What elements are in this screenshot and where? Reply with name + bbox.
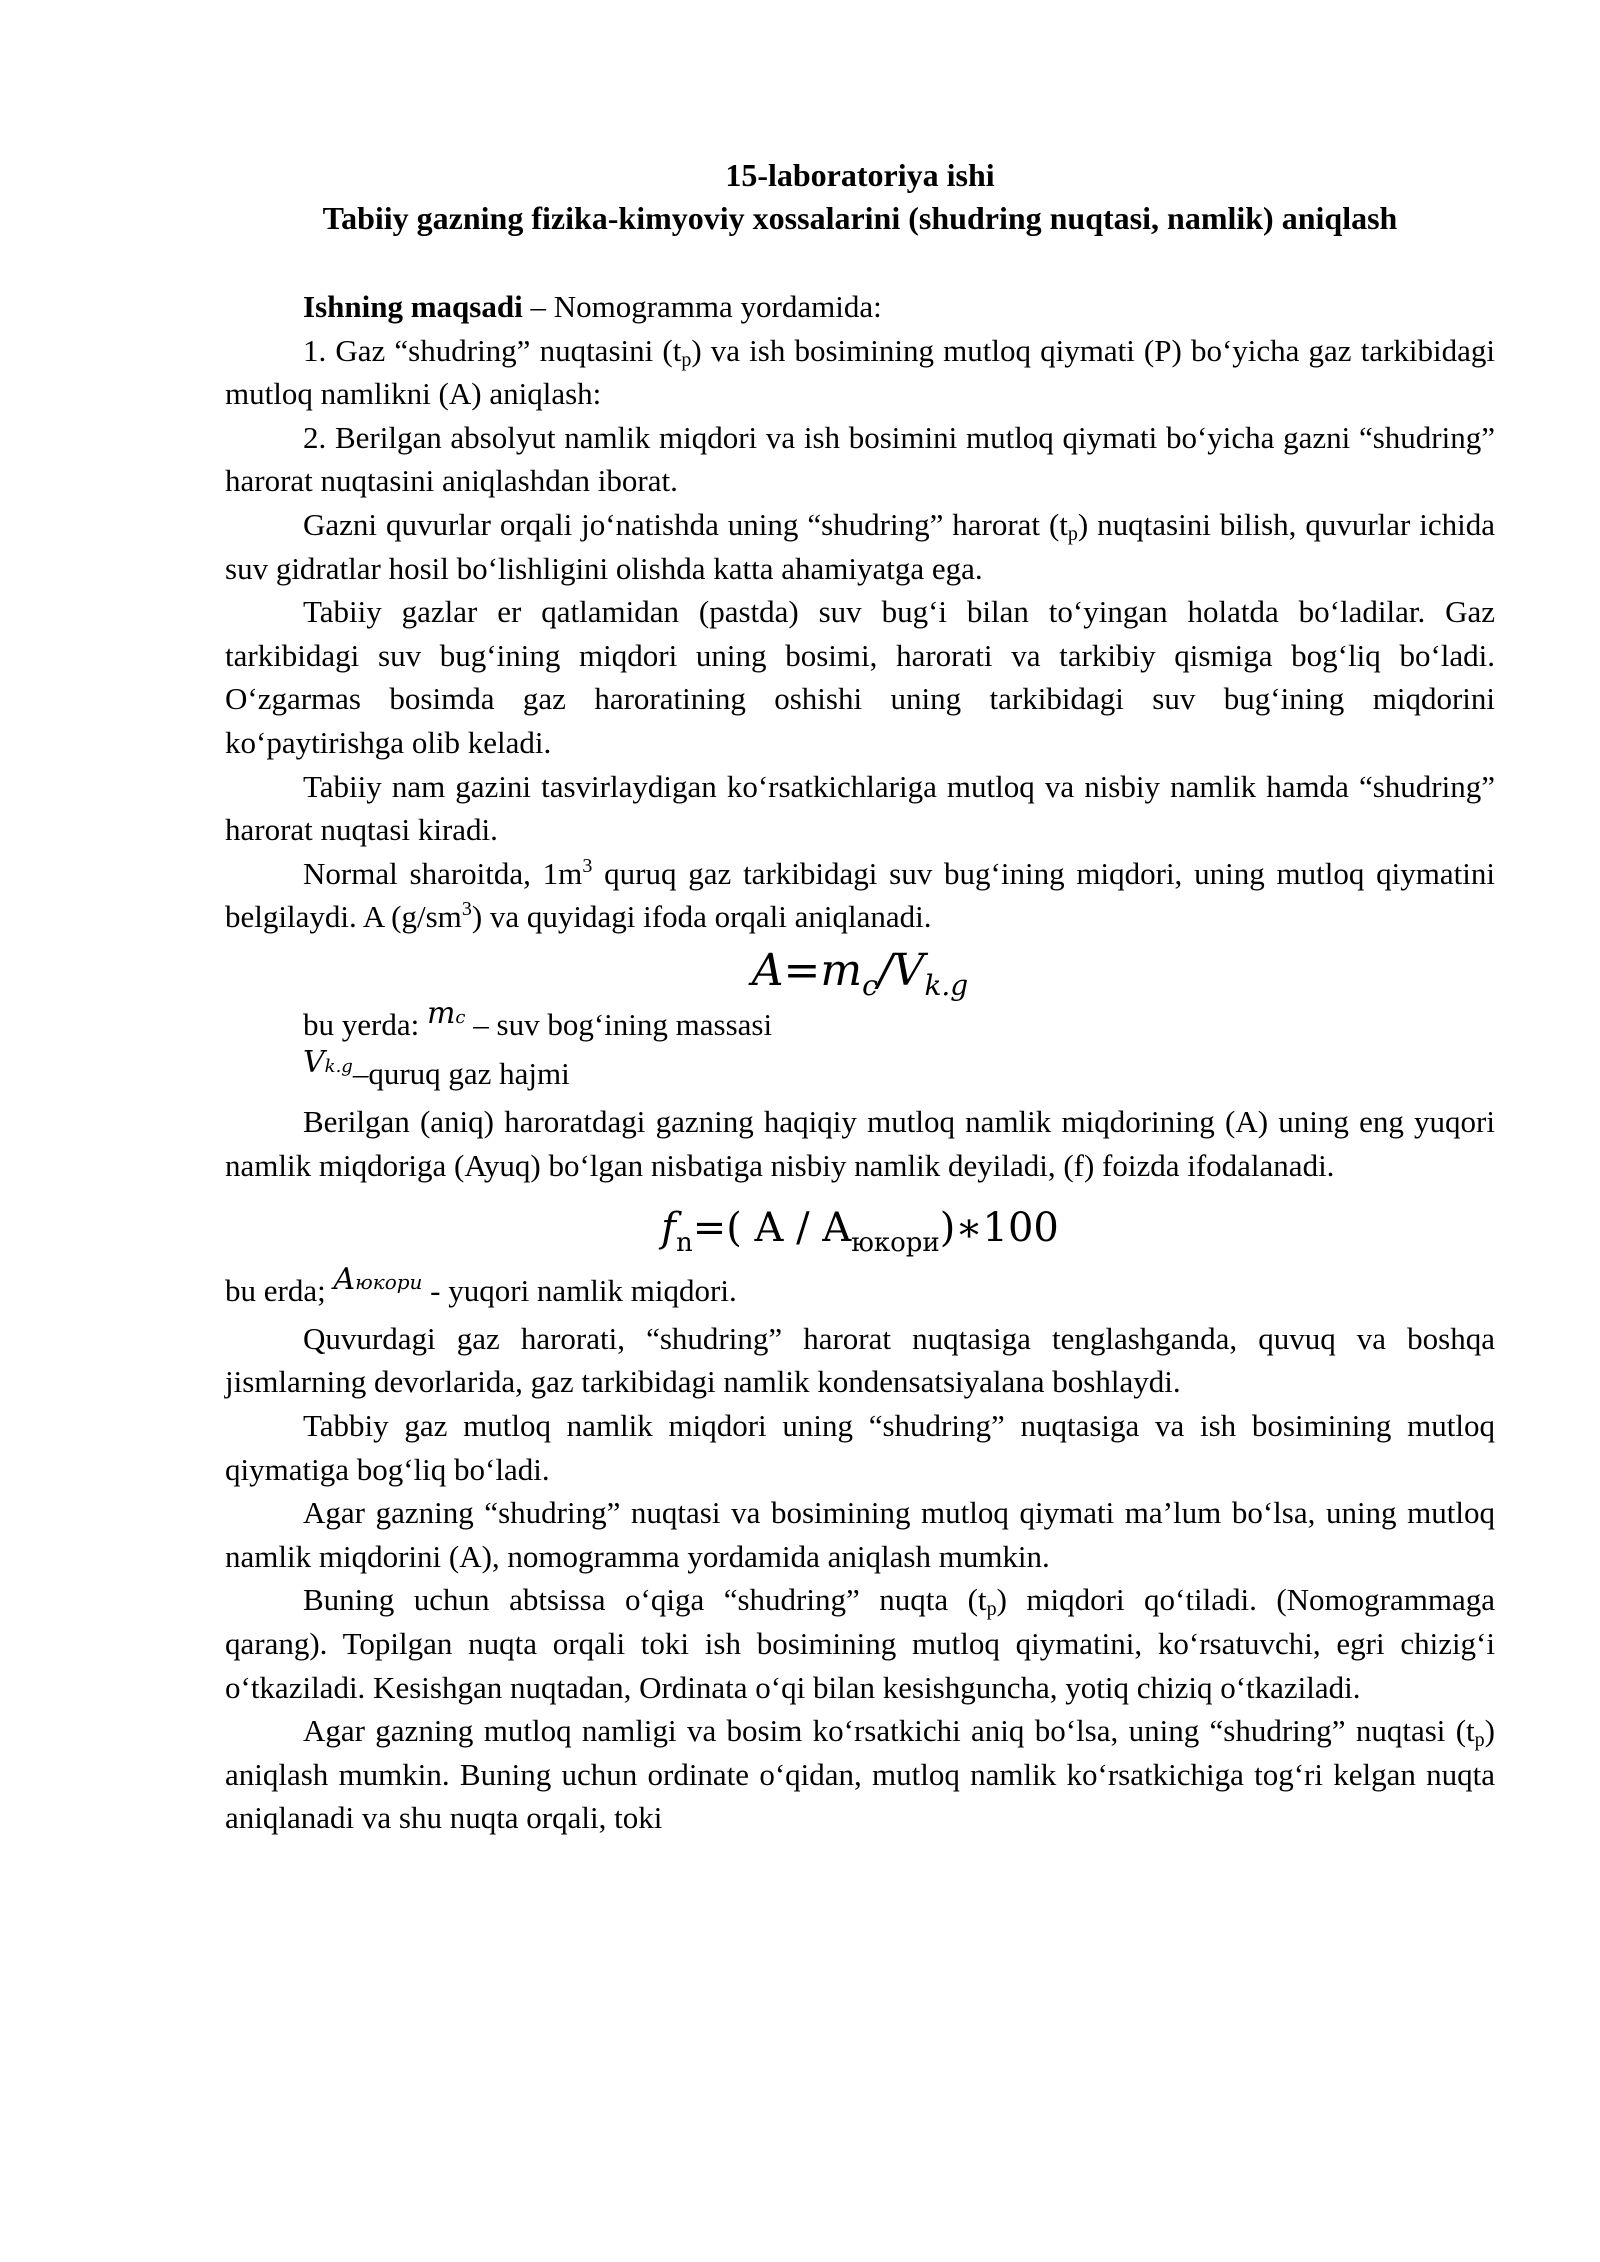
procedure-2-subscript: p <box>1474 1729 1485 1752</box>
paragraph-relative-humidity: Berilgan (aniq) haroratdagi gazning haqiqiy mutloq namlik miqdorining (A) uning eng yuqori namlik miqdoriga (Ayuq) bo‘lgan nisbatiga nisbiy namlik deyiladi, (f) foizda ifodalanadi. <box>225 1104 1495 1183</box>
formula-1-divisor: /V <box>877 944 925 996</box>
definition-max-prefix: bu erda; <box>225 1273 334 1309</box>
paragraph-normal-text-end: ) va quyidagi ifoda orqali aniqlanadi. <box>471 899 932 935</box>
aim-paragraph <box>225 285 1495 329</box>
symbol-m-c <box>427 996 466 1031</box>
superscript-3: 3 <box>582 854 593 877</box>
paragraph-natural-gas: Tabiiy gazlar er qatlamidan (pastda) suv bug‘i bilan to‘yingan holatda bo‘ladilar. Gaz tarkibidagi suv bug‘ining miqdori uning bosimi, harorati va tarkibiy qismiga bog‘liq bo‘ladi. O‘zgarmas bosimda gaz haroratining oshishi uning tarkibidagi suv bug‘ining miqdorini ko‘paytirishga olib keladi. <box>225 594 1495 760</box>
symbol-m: m <box>426 995 456 1031</box>
paragraph-normal-text-mid: quruq gaz tarkibidagi suv bug‘ining miqdori, uning mutloq qiymatini belgilaydi. A (g/sm <box>225 855 1495 935</box>
formula-2-a-sub: юкори <box>851 1228 940 1259</box>
paragraph-normal-conditions <box>225 852 1495 939</box>
aim-item-1-text-end: ) va ish bosimining mutloq qiymati (P) bo‘yicha gaz tarkibidagi mutloq namlikni (A) aniqlash: <box>225 332 1495 412</box>
lab-topic-title: Tabiiy gazning fizika-kimyoviy xossalarini (shudring nuqtasi, namlik) aniqlash <box>322 200 1398 236</box>
aim-item-1-subscript: p <box>681 348 692 371</box>
formula-absolute-humidity <box>225 939 1495 1003</box>
paragraph-dew-point-subscript: p <box>1067 522 1078 545</box>
paragraph-nomogram: Agar gazning “shudring” nuqtasi va bosimining mutloq qiymati ma’lum bo‘lsa, uning mutloq namlik miqdorini (A), nomogramma yordamida aniqlash mumkin. <box>225 1495 1495 1574</box>
paragraph-dew-point <box>225 503 1495 590</box>
superscript-3-second: 3 <box>461 898 472 921</box>
symbol-a-subscript: юкори <box>355 1270 423 1295</box>
formula-2-f-sub: n <box>675 1228 693 1259</box>
formula-2-mid: =( A / A <box>692 1205 852 1252</box>
formula-1-sub-kg: k.g <box>924 968 969 1002</box>
paragraph-procedure-1 <box>225 1578 1495 1709</box>
definition-mass-text: – suv bog‘ining massasi <box>465 1006 773 1042</box>
formula-1-lhs: A=m <box>751 944 863 996</box>
lab-number-title: 15-laboratoriya ishi <box>725 157 995 193</box>
definition-max-humidity <box>225 1262 1495 1317</box>
symbol-m-subscript: c <box>455 1006 466 1028</box>
procedure-2-text-end: ) aniqlash mumkin. Buning uchun ordinate o‘qidan, mutloq namlik ko‘rsatkichiga tog‘ri kelgan nuqta aniqlanadi va shu nuqta orqali, toki <box>225 1713 1495 1836</box>
formula-relative-humidity <box>225 1187 1495 1269</box>
procedure-2-text: Agar gazning mutloq namligi va bosim ko‘rsatkichi aniq bo‘lsa, uning “shudring” nuqtasi (t <box>303 1713 1475 1749</box>
aim-text: – Nomogramma yordamida: <box>522 289 882 324</box>
symbol-a-max <box>333 1262 422 1297</box>
procedure-1-text: Buning uchun abtsissa o‘qiga “shudring” nuqta (t <box>303 1582 987 1618</box>
procedure-1-subscript: p <box>986 1598 997 1621</box>
aim-item-1 <box>225 329 1495 416</box>
paragraph-condensation: Quvurdagi gaz harorati, “shudring” harorat nuqtasiga tenglashganda, quvuq va boshqa jismlarning devorlarida, gaz tarkibidagi namlik kondensatsiyalana boshlaydi. <box>225 1320 1495 1400</box>
formula-2-end: )∗100 <box>939 1205 1059 1252</box>
definition-max-text: - yuqori namlik miqdori. <box>422 1273 737 1309</box>
formula-2-f: f <box>661 1205 676 1252</box>
paragraph-procedure-2 <box>225 1709 1495 1840</box>
aim-item-1-text: 1. Gaz “shudring” nuqtasini (t <box>303 332 682 368</box>
symbol-v-subscript: k.g <box>324 1055 353 1077</box>
symbol-a: A <box>333 1262 356 1298</box>
paragraph-dew-point-text: Gazni quvurlar orqali jo‘natishda uning “shudring” harorat (t <box>303 506 1068 542</box>
paragraph-indicators: Tabiiy nam gazini tasvirlaydigan ko‘rsatkichlariga mutloq va nisbiy namlik hamda “shudring” harorat nuqtasi kiradi. <box>225 768 1495 848</box>
paragraph-dependency: Tabbiy gaz mutloq namlik miqdori uning “shudring” nuqtasiga va ish bosimining mutloq qiymatiga bog‘liq bo‘ladi. <box>225 1408 1495 1487</box>
document-body <box>225 285 1495 1840</box>
aim-item-2: 2. Berilgan absolyut namlik miqdori va ish bosimini mutloq qiymati bo‘yicha gazni “shudring” harorat nuqtasini aniqlashdan iborat. <box>225 419 1495 499</box>
symbol-v: V <box>303 1044 325 1080</box>
formula-1-sub-c: c <box>862 968 878 1002</box>
symbol-v-kg <box>303 1045 353 1080</box>
definition-mass-prefix: bu yerda: <box>303 1006 427 1042</box>
definition-volume <box>225 1044 1495 1101</box>
definition-volume-text: –quruq gaz hajmi <box>352 1055 570 1091</box>
paragraph-dew-point-text-end: ) nuqtasini bilish, quvurlar ichida suv gidratlar hosil bo‘lishligini olishda katta ahamiyatga ega. <box>225 506 1495 586</box>
paragraph-normal-text: Normal sharoitda, 1m <box>303 855 583 891</box>
aim-label: Ishning maqsadi <box>303 289 523 324</box>
definition-mass <box>225 995 1495 1052</box>
procedure-1-text-end: ) miqdori qo‘tiladi. (Nomogrammaga qarang). Topilgan nuqta orqali toki ish bosimining mutloq qiymatini, ko‘rsatuvchi, egri chizig‘i o‘tkaziladi. Kesishgan nuqtadan, Ordinata o‘qi bilan kesishguncha, yotiq chiziq o‘tkaziladi. <box>225 1582 1496 1705</box>
